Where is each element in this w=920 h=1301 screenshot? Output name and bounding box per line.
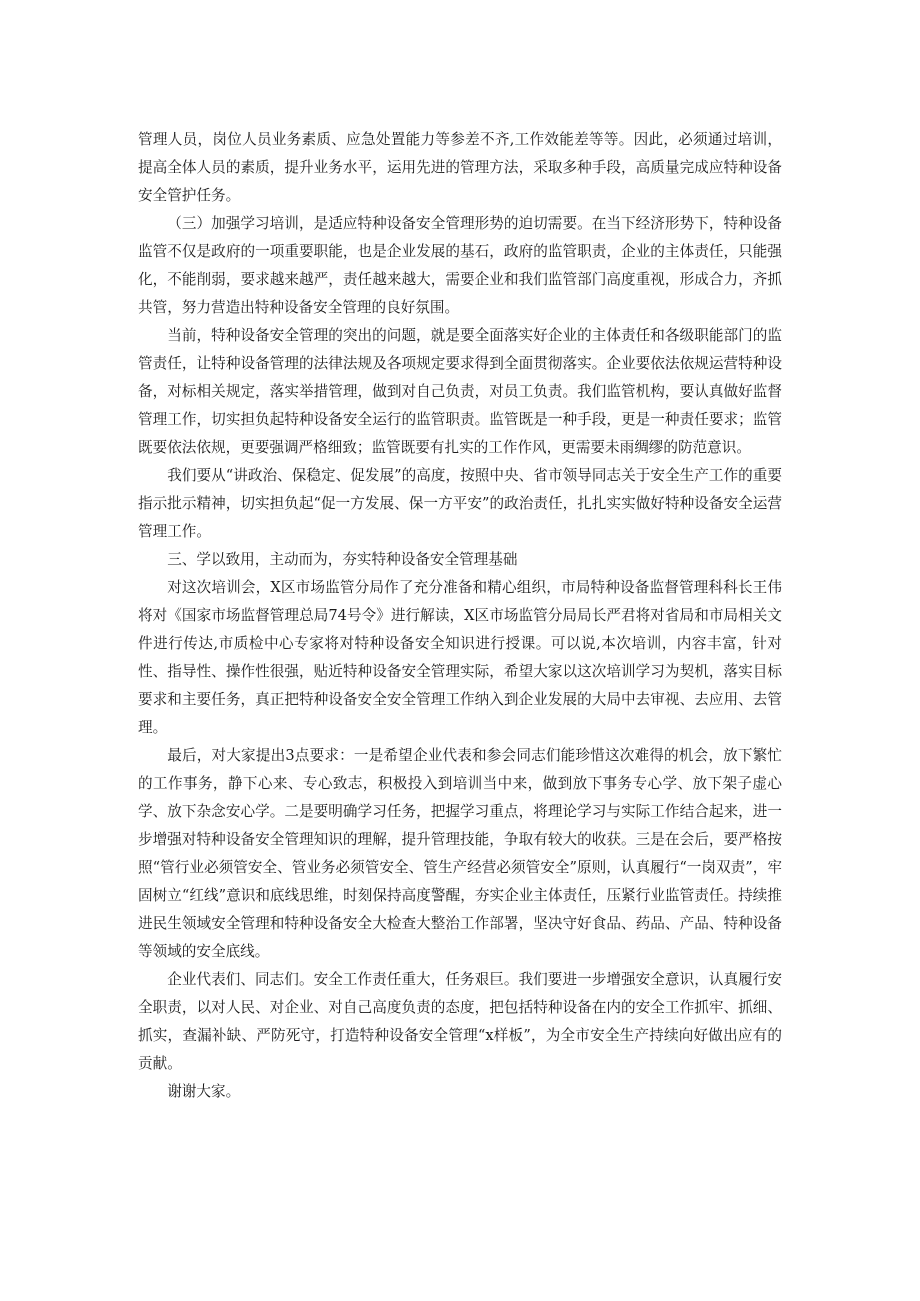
- paragraph-closing-appeal: 企业代表们、同志们。安全工作责任重大，任务艰巨。我们要进一步增强安全意识，认真履行安全职责，以对人民、对企业、对自己高度负责的态度，把包括特种设备在内的安全工作抓牢、抓细、抓实，查漏补缺、严防死守，打造特种设备安全管理“x样板”，为全市安全生产持续向好做出应有的贡献。: [138, 971, 782, 1072]
- paragraph-thanks: 谢谢大家。: [167, 1083, 241, 1100]
- paragraph-political-responsibility: 我们要从“讲政治、保稳定、促发展”的高度，按照中央、省市领导同志关于安全生产工作的重要指示批示精神，切实担负起“促一方发展、保一方平安”的政治责任，扎扎实实做好特种设备安全运营管理工作。: [138, 467, 782, 540]
- paragraph-three-requirements: 最后，对大家提出3点要求：一是希望企业代表和参会同志们能珍惜这次难得的机会，放下繁忙的工作事务，静下心来、专心致志，积极投入到培训当中来，做到放下事务专心学、放下架子虚心学、放下杂念安心学。二是要明确学习任务，把握学习重点，将理论学习与实际工作结合起来，进一步增强对特种设备安全管理知识的理解，提升管理技能，争取有较大的收获。三是在会后，要严格按照“管行业必须管安全、管业务必须管安全、管生产经营必须管安全”原则，认真履行“一岗双责”，牢固树立“红线”意识和底线思维，时刻保持高度警醒，夯实企业主体责任，压紧行业监管责任。持续推进民生领域安全管理和特种设备安全大检查大整治工作部署，坚决守好食品、药品、产品、特种设备等领域的安全底线。: [138, 747, 782, 960]
- section-heading-three: 三、学以致用，主动而为，夯实特种设备安全管理基础: [167, 551, 518, 568]
- paragraph-current-issues: 当前，特种设备安全管理的突出的问题，就是要全面落实好企业的主体责任和各级职能部门的监管责任，让特种设备管理的法律法规及各项规定要求得到全面贯彻落实。企业要依法依规运营特种设备，对标相关规定，落实举措管理，做到对自己负责，对员工负责。我们监管机构，要认真做好监督管理工作，切实担负起特种设备安全运行的监管职责。监管既是一种手段，更是一种责任要求；监管既要依法依规，更要强调严格细致；监管既要有扎实的工作作风，更需要未雨绸缪的防范意识。: [138, 327, 782, 456]
- paragraph-section-three: （三）加强学习培训，是适应特种设备安全管理形势的迫切需要。在当下经济形势下，特种设备监管不仅是政府的一项重要职能，也是企业发展的基石，政府的监管职责，企业的主体责任，只能强化，不能削弱，要求越来越严，责任越来越大，需要企业和我们监管部门高度重视，形成合力，齐抓共管，努力营造出特种设备安全管理的良好氛围。: [138, 215, 782, 316]
- paragraph-training-arrangements: 对这次培训会，X区市场监管分局作了充分准备和精心组织，市局特种设备监督管理科科长王伟将对《国家市场监督管理总局74号令》进行解读，X区市场监管分局局长严君将对省局和市局相关文件进行传达,市质检中心专家将对特种设备安全知识进行授课。可以说,本次培训，内容丰富，针对性、指导性、操作性很强，贴近特种设备安全管理实际，希望大家以这次培训学习为契机，落实目标要求和主要任务，真正把特种设备安全安全管理工作纳入到企业发展的大局中去审视、去应用、去管理。: [138, 579, 782, 736]
- document-body: [138, 126, 782, 1106]
- paragraph-continuation: 管理人员，岗位人员业务素质、应急处置能力等参差不齐,工作效能差等等。因此，必须通过培训，提高全体人员的素质，提升业务水平，运用先进的管理方法，采取多种手段，高质量完成应特种设备安全管护任务。: [138, 131, 782, 204]
